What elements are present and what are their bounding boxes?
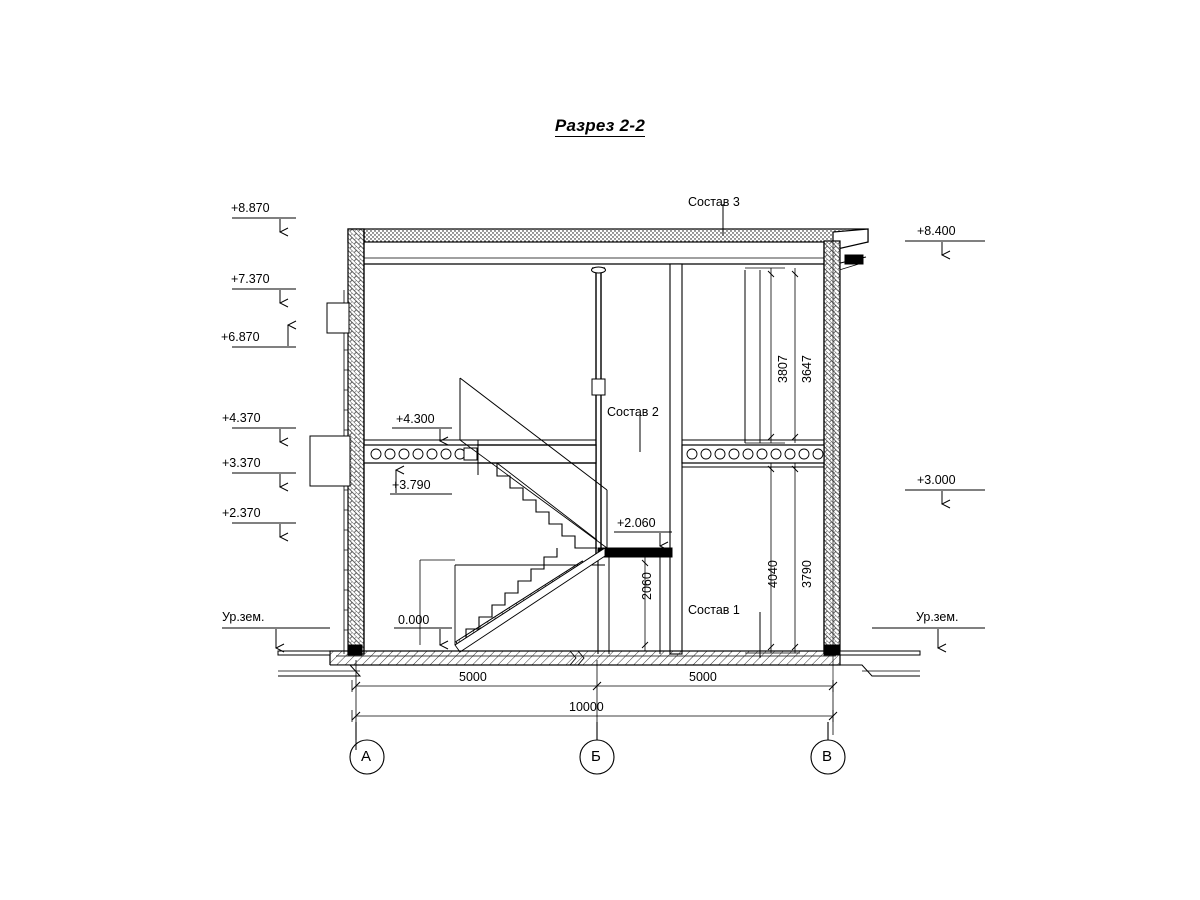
callout-sostav-3: Состав 3	[688, 195, 740, 209]
dimension-3807: 3807	[776, 355, 790, 383]
elevation-label-3370: +3.370	[222, 456, 261, 470]
elevation-label-0000: 0.000	[398, 613, 430, 627]
elevation-label-7370: +7.370	[231, 272, 270, 286]
callout-sostav-1: Состав 1	[688, 603, 740, 617]
drawing-title: Разрез 2-2	[554, 116, 646, 135]
elevation-label-8400: +8.400	[917, 224, 956, 238]
elevation-label-2370: +2.370	[222, 506, 261, 520]
elevation-label-4300: +4.300	[396, 412, 435, 426]
elevation-label-3000: +3.000	[917, 473, 956, 487]
elevation-label-6870: +6.870	[221, 330, 260, 344]
callout-sostav-2: Состав 2	[607, 405, 659, 419]
dimension-5000-left: 5000	[459, 670, 487, 684]
dimension-3647: 3647	[800, 355, 814, 383]
dimension-4040: 4040	[766, 560, 780, 588]
ground-level-label-left: Ур.зем.	[222, 610, 265, 624]
dimension-2060: 2060	[640, 572, 654, 600]
elevation-label-8870: +8.870	[231, 201, 270, 215]
dimension-5000-right: 5000	[689, 670, 717, 684]
elevation-label-4370: +4.370	[222, 411, 261, 425]
axis-bubble-label-b: Б	[591, 748, 601, 765]
elevation-label-2060: +2.060	[617, 516, 656, 530]
dimension-10000-total: 10000	[569, 700, 604, 714]
axis-bubble-label-v: В	[822, 748, 833, 765]
axis-bubble-label-a: А	[361, 748, 372, 765]
dimension-3790: 3790	[800, 560, 814, 588]
ground-level-label-right: Ур.зем.	[916, 610, 959, 624]
elevation-label-3790: +3.790	[392, 478, 431, 492]
